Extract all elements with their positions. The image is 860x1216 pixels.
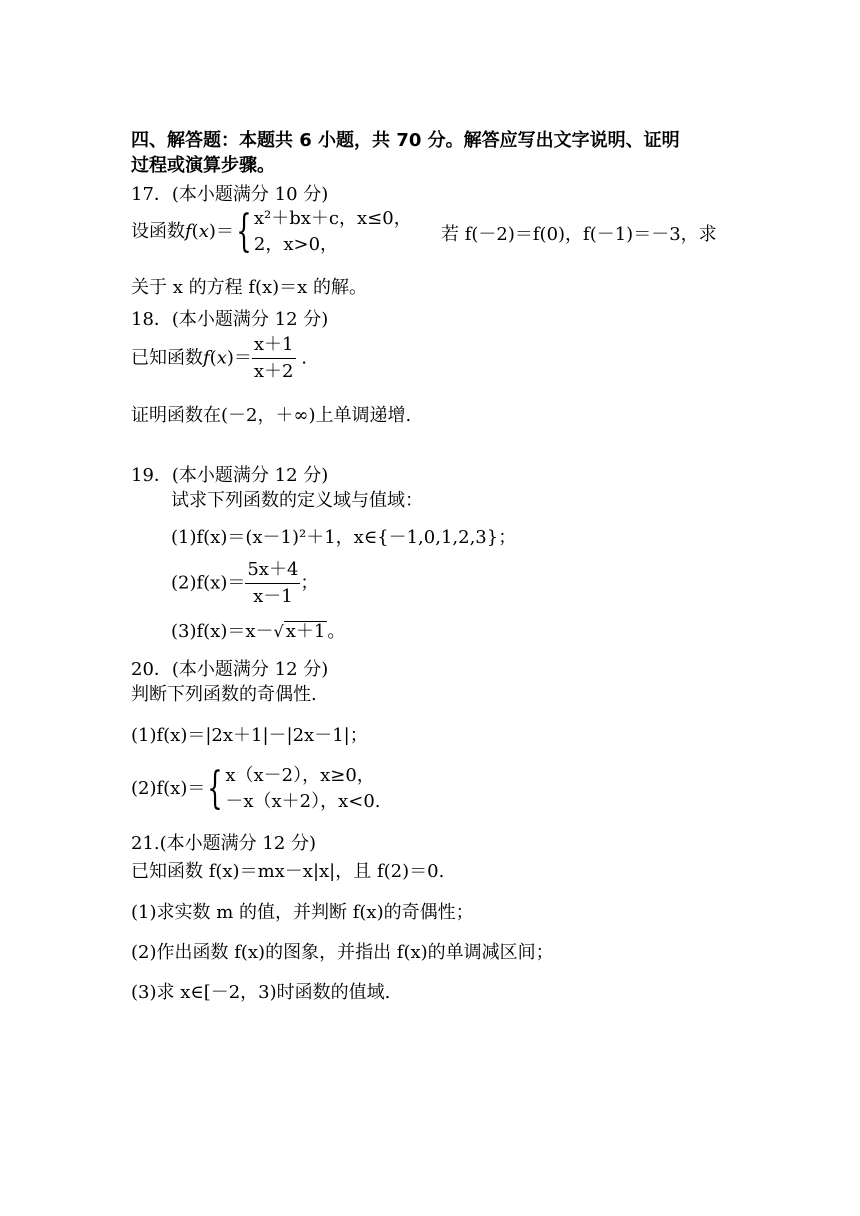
q20-part2-prefix: (2)f(x)＝ — [131, 778, 206, 799]
q20-intro: 判断下列函数的奇偶性. — [131, 684, 317, 705]
q17-intro: 设函数 — [131, 221, 185, 242]
q19-part3-prefix: (3)f(x)＝x－ — [171, 621, 274, 642]
q20-part2 — [131, 763, 381, 817]
section-heading-line2: 过程或演算步骤。 — [131, 155, 275, 176]
q18-denominator: x＋2 — [253, 361, 294, 382]
q17-case2: 2，x>0， — [253, 234, 339, 255]
q20-case1: x（x－2），x≥0， — [225, 765, 375, 786]
q19-part2-prefix: (2)f(x)＝ — [171, 572, 246, 594]
q20-cases — [225, 763, 380, 815]
q19-header: 19．(本小题满分 12 分) — [131, 465, 329, 486]
q19-part2: (2)f(x)＝ $\frac{5x+4}{x-1}$ ； — [171, 559, 319, 607]
q18-header: 18．(本小题满分 12 分) — [131, 309, 329, 330]
q19-part2-fraction — [245, 559, 300, 608]
q17-cases — [254, 206, 412, 258]
section-heading-line1: 四、解答题：本题共 6 小题，共 70 分。解答应写出文字说明、证明 — [131, 130, 680, 151]
q17-task: 关于 x 的方程 f(x)＝x 的解。 — [131, 277, 368, 298]
q19-part1: (1)f(x)＝(x－1)²＋1，x∈{－1,0,1,2,3}； — [171, 527, 517, 548]
q17-function-definition: 设函数f(x)＝{ x²＋bx＋c，x≤0， 2，x>0， — [131, 206, 412, 257]
q18-function: 已知函数f(x)＝ $\frac{x+1}{x+2}$ . — [131, 334, 307, 382]
q21-header: 21.(本小题满分 12 分) — [131, 833, 317, 854]
q18-task: 证明函数在(－2，＋∞)上单调递增. — [131, 405, 412, 426]
q20-part1: (1)f(x)＝|2x＋1|－|2x－1|； — [131, 725, 368, 746]
radical-sign-icon: √ — [273, 622, 284, 641]
q20-header: 20．(本小题满分 12 分) — [131, 659, 329, 680]
q19-part3-radicand: x＋1 — [285, 621, 326, 642]
q19-part2-denominator: x－1 — [253, 586, 293, 607]
q19-part3: (3)f(x)＝x－√ x＋1 。 — [171, 621, 346, 642]
q17-header: 17．(本小题满分 10 分) — [131, 184, 329, 205]
q21-part2: (2)作出函数 f(x)的图象，并指出 f(x)的单调减区间； — [131, 942, 554, 963]
q18-intro: 已知函数 — [131, 347, 203, 369]
q18-fraction — [252, 334, 296, 383]
q19-intro: 试求下列函数的定义域与值域： — [171, 490, 423, 511]
q21-intro: 已知函数 f(x)＝mx－x|x|，且 f(2)＝0. — [131, 861, 445, 882]
q17-condition: 若 f(－2)＝f(0)，f(－1)＝－3，求 — [441, 224, 717, 245]
q21-part3: (3)求 x∈[－2，3)时函数的值域. — [131, 982, 391, 1003]
q20-case2: －x（x＋2），x<0. — [225, 791, 381, 812]
q20-brace: { — [207, 763, 224, 814]
q21-part1: (1)求实数 m 的值，并判断 f(x)的奇偶性； — [131, 902, 474, 923]
q18-numerator: x＋1 — [252, 334, 296, 359]
q17-brace: { — [236, 206, 252, 257]
q19-part2-numerator: 5x＋4 — [245, 559, 300, 584]
q17-case1: x²＋bx＋c，x≤0， — [253, 208, 412, 229]
